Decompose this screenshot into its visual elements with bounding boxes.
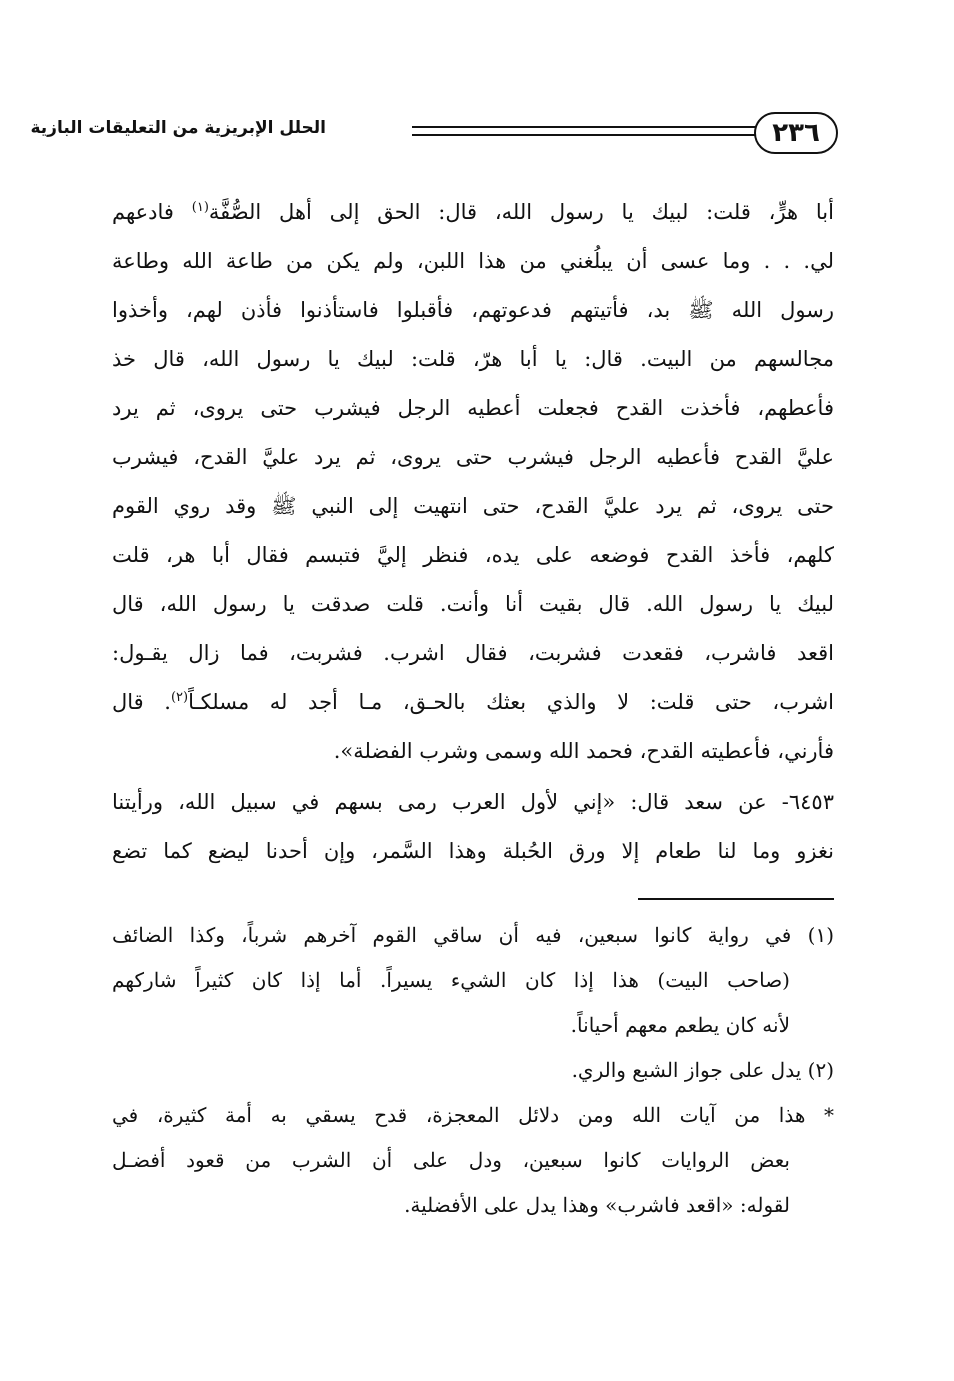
footnote-1-line: (١) في رواية كانوا سبعين، فيه أن ساقي القوم آخرهم شرباً، وكذا الضائف xyxy=(112,923,834,947)
footnotes xyxy=(112,913,834,1228)
running-title: الحلل الإبريزية من التعليقات البازية xyxy=(30,118,326,138)
text-line: لي. . . وما عسى أن يبلُغني من هذا اللبن، ولم يكن من طاعة الله وطاعة xyxy=(112,249,834,273)
header-double-rule xyxy=(412,126,756,136)
text-line: رسول الله ﷺ بد، فأتيتهم فدعوتهم، فأقبلوا فاستأذنوا فأذن لهم، وأخذوا xyxy=(112,298,834,322)
editor-note-line: بعض الروايات كانوا سبعين، ودل على أن الشرب من قعود أفضـل xyxy=(112,1148,790,1172)
main-text xyxy=(112,188,834,876)
text-line: فأعطهم، فأخذت القدح فجعلت أعطيه الرجل فيشرب حتى يروى، ثم يرد xyxy=(112,396,834,420)
editor-note-line: * هذا من آيات الله ومن دلائل المعجزة، قدح يسقي به أمة كثيرة، في xyxy=(112,1103,834,1127)
text-line: ٦٤٥٣- عن سعد قال: «إني لأول العرب رمى بسهم في سبيل الله، ورأيتنا xyxy=(112,790,834,814)
text-line: نغزو وما لنا طعام إلا ورق الحُبلة وهذا السَّمر، وإن أحدنا ليضع كما تضع xyxy=(112,839,834,863)
text-line: مجالسهم من البيت. قال: يا أبا هرّ، قلت: لبيك يا رسول الله، قال خذ xyxy=(112,347,834,371)
page-header xyxy=(30,112,838,156)
footnote-marker: (٢) xyxy=(170,690,189,705)
editor-note-line: لقوله: «اقعد فاشرب» وهذا يدل على الأفضلية. xyxy=(404,1193,790,1217)
page-number: ٢٣٦ xyxy=(754,112,838,154)
text-line: عليَّ القدح فأعطيه الرجل فيشرب حتى يروى، ثم يرد عليَّ القدح، فيشرب xyxy=(112,445,834,469)
footnote-1-line: لأنه كان يطعم معهم أحياناً. xyxy=(570,1013,790,1037)
footnote-2: (٢) يدل على جواز الشبع والري. xyxy=(571,1058,834,1082)
footnote-marker: (١) xyxy=(191,200,209,215)
footnote-1-line: (صاحب البيت) هذا إذا كان الشيء يسيراً. أما إذا كان كثيراً شاركهم xyxy=(112,968,790,992)
text-line: فأرني، فأعطيته القدح، فحمد الله وسمى وشرب الفضلة». xyxy=(333,739,834,763)
text-line: اشرب، حتى قلت: لا والذي بعثك بالحـق، مـا أجد له مسلكـاً$^{(٢)}$. قال xyxy=(112,690,834,714)
footnote-separator xyxy=(638,898,834,900)
text-line: اقعد فاشرب، فقعدت فشربت، فقال اشرب. فشربت، فما زال يقـول: xyxy=(112,641,834,665)
text-line: حتى يروى، ثم يرد عليَّ القدح، حتى انتهيت إلى النبي ﷺ وقد روي القوم xyxy=(112,494,834,518)
text-line: أبا هرٍّ، قلت: لبيك يا رسول الله، قال: الحق إلى أهل الصُّفَّة$^{(١)}$ فادعهم xyxy=(112,200,834,224)
text-line: لبيك يا رسول الله. قال بقيت أنا وأنت. قلت صدقت يا رسول الله، قال xyxy=(112,592,834,616)
hadith-6453 xyxy=(112,778,834,876)
text-line: كلهم، فأخذ القدح فوضعه على يده، فنظر إليَّ فتبسم فقال أبا هر، قلت xyxy=(112,543,834,567)
